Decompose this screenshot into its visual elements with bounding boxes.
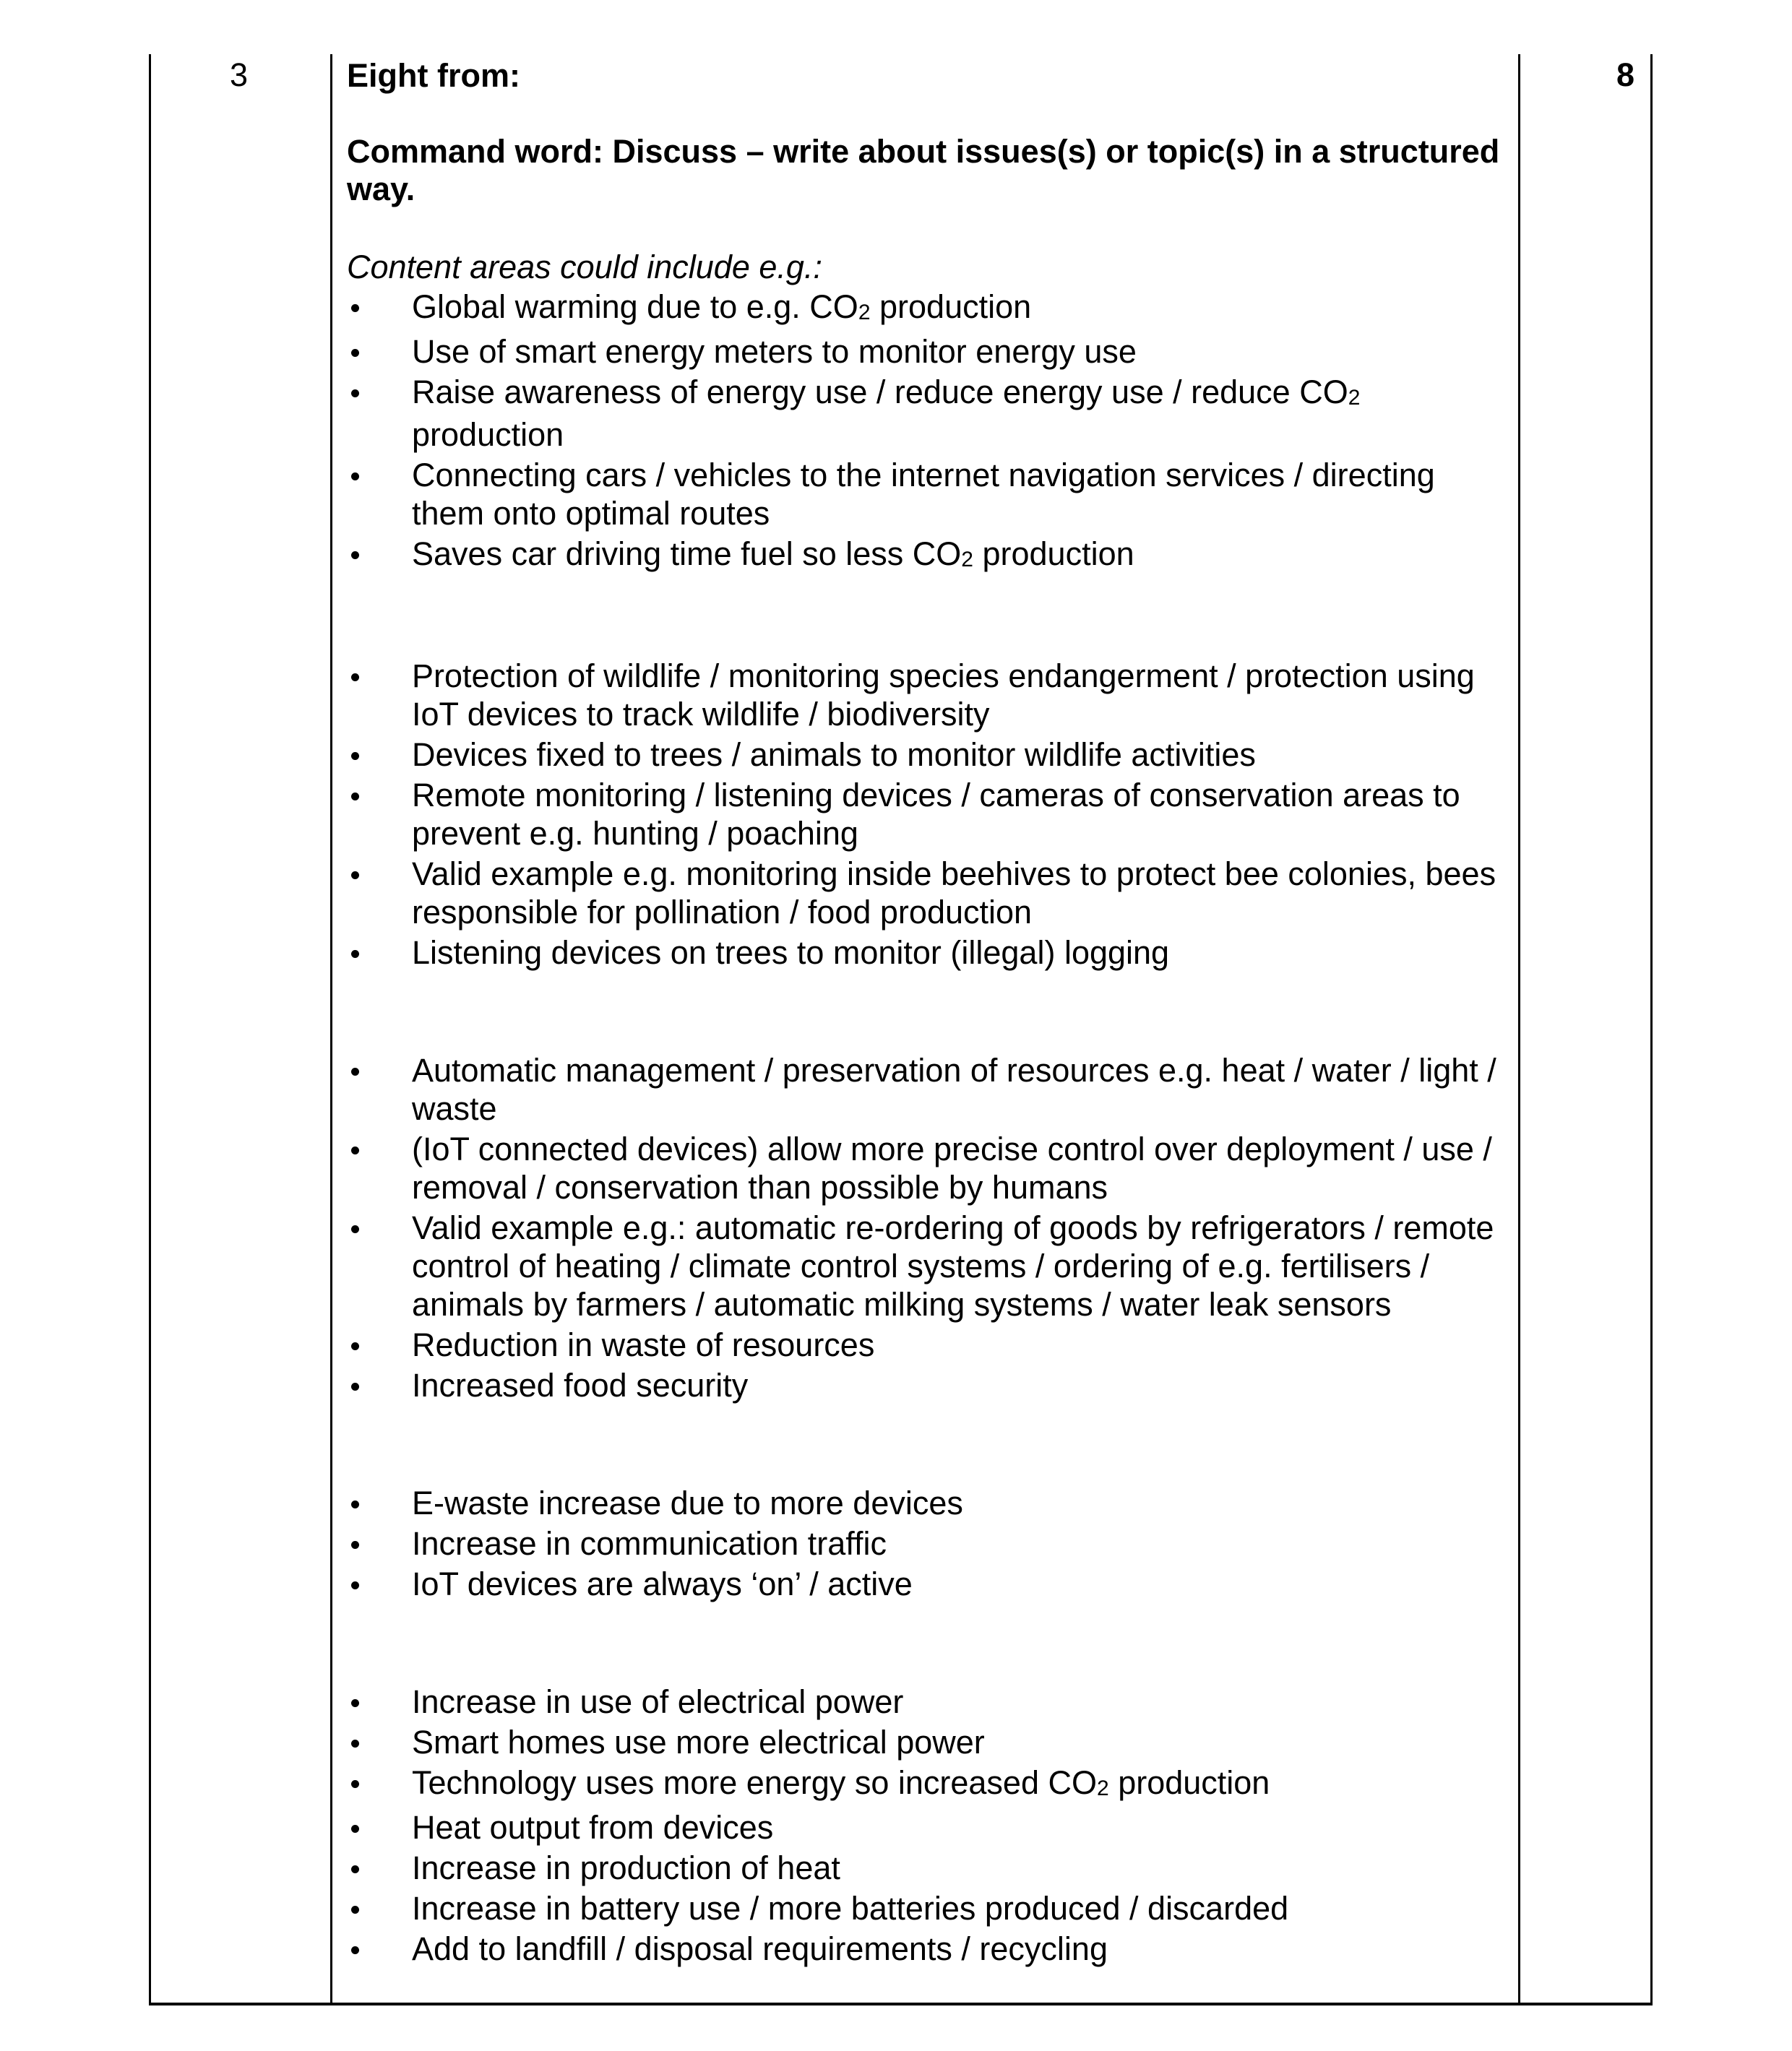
command-word: Command word: Discuss – write about issues(s) or topic(s) in a structured way. — [347, 133, 1500, 207]
bullet-text: Technology uses more energy so increased CO — [412, 1764, 1097, 1801]
table-divider-question — [330, 54, 332, 2005]
bullet-text: (IoT connected devices) allow more precise control over deployment / use / removal / conservation than possible by humans — [412, 1131, 1492, 1206]
bullet-text: Saves car driving time fuel so less CO — [412, 535, 962, 572]
bullet-text: Valid example e.g. monitoring inside beehives to protect bee colonies, bees responsible for pollination / food production — [412, 855, 1496, 930]
bullet-item — [347, 1763, 1510, 1806]
bullet-text: Increased food security — [412, 1367, 749, 1404]
bullet-item — [347, 1723, 1510, 1761]
bullet-item — [347, 288, 1510, 330]
bullet-item — [347, 657, 1510, 733]
bullet-item — [347, 1565, 1510, 1603]
bullet-item — [347, 735, 1510, 774]
bullet-item — [347, 332, 1510, 371]
bullet-group — [347, 1484, 1510, 1603]
bullet-text: Reduction in waste of resources — [412, 1326, 875, 1363]
question-marks: 8 — [1616, 56, 1635, 93]
bullet-text: Automatic management / preservation of resources e.g. heat / water / light / waste — [412, 1052, 1496, 1127]
bullet-text: Smart homes use more electrical power — [412, 1724, 985, 1761]
subscript-text: 2 — [858, 301, 871, 324]
table-border-left — [149, 54, 151, 2005]
bullet-item — [347, 1130, 1510, 1206]
content-intro: Content areas could include e.g.: — [347, 249, 822, 285]
bullet-text: Add to landfill / disposal requirements / recycling — [412, 1930, 1108, 1967]
bullet-group — [347, 1051, 1510, 1404]
content-groups — [347, 288, 1510, 1968]
bullet-text-suffix: production — [973, 535, 1134, 572]
bullet-text: Raise awareness of energy use / reduce energy use / reduce CO — [412, 374, 1348, 410]
table-divider-marks — [1518, 54, 1520, 2005]
bullet-item — [347, 456, 1510, 532]
bullet-text: Listening devices on trees to monitor (illegal) logging — [412, 934, 1170, 971]
bullet-text-suffix: production — [870, 288, 1032, 325]
subscript-text: 2 — [1097, 1776, 1109, 1800]
bullet-item — [347, 776, 1510, 852]
subscript-text: 2 — [961, 548, 973, 571]
bullet-item — [347, 373, 1510, 454]
bullet-item — [347, 933, 1510, 972]
bullet-text: Valid example e.g.: automatic re-ordering of goods by refrigerators / remote control of heating / climate control systems / ordering of e.g. fertilisers / animals by farmers / automatic milking systems / water leak sensors — [412, 1209, 1494, 1323]
bullet-text: Connecting cars / vehicles to the internet navigation services / directing them onto optimal routes — [412, 457, 1435, 532]
subscript-text: 2 — [1348, 386, 1361, 410]
bullet-item — [347, 1524, 1510, 1563]
bullet-text: Increase in communication traffic — [412, 1525, 887, 1562]
bullet-group — [347, 1683, 1510, 1968]
answer-heading: Eight from: — [347, 57, 520, 94]
bullet-text: Remote monitoring / listening devices / cameras of conservation areas to prevent e.g. hunting / poaching — [412, 777, 1460, 852]
answer-cell — [347, 56, 1510, 1970]
bullet-item — [347, 1683, 1510, 1721]
bullet-item — [347, 1209, 1510, 1324]
bullet-item — [347, 1366, 1510, 1404]
bullet-group — [347, 288, 1510, 577]
bullet-text: Increase in use of electrical power — [412, 1683, 904, 1720]
bullet-item — [347, 1484, 1510, 1522]
bullet-item — [347, 1326, 1510, 1364]
bullet-text: Global warming due to e.g. CO — [412, 288, 858, 325]
bullet-item — [347, 1051, 1510, 1128]
bullet-text-suffix: production — [1108, 1764, 1270, 1801]
bullet-text: Increase in battery use / more batteries produced / discarded — [412, 1890, 1289, 1927]
bullet-item — [347, 855, 1510, 931]
bullet-text: Use of smart energy meters to monitor energy use — [412, 333, 1137, 370]
bullet-item — [347, 1889, 1510, 1927]
bullet-text: Protection of wildlife / monitoring species endangerment / protection using IoT devices to track wildlife / biodiversity — [412, 657, 1475, 733]
bullet-item — [347, 1930, 1510, 1968]
bullet-item — [347, 535, 1510, 577]
bullet-text: E-waste increase due to more devices — [412, 1485, 963, 1521]
bullet-text: IoT devices are always ‘on’ / active — [412, 1566, 913, 1602]
bullet-text: Increase in production of heat — [412, 1849, 840, 1886]
bullet-item — [347, 1849, 1510, 1887]
bullet-text: Devices fixed to trees / animals to monitor wildlife activities — [412, 736, 1256, 773]
table-border-right — [1650, 54, 1653, 2005]
table-border-bottom — [149, 2003, 1653, 2005]
bullet-item — [347, 1808, 1510, 1847]
question-number: 3 — [230, 56, 249, 93]
bullet-text-suffix: production — [412, 416, 564, 453]
bullet-group — [347, 657, 1510, 972]
bullet-text: Heat output from devices — [412, 1809, 774, 1846]
